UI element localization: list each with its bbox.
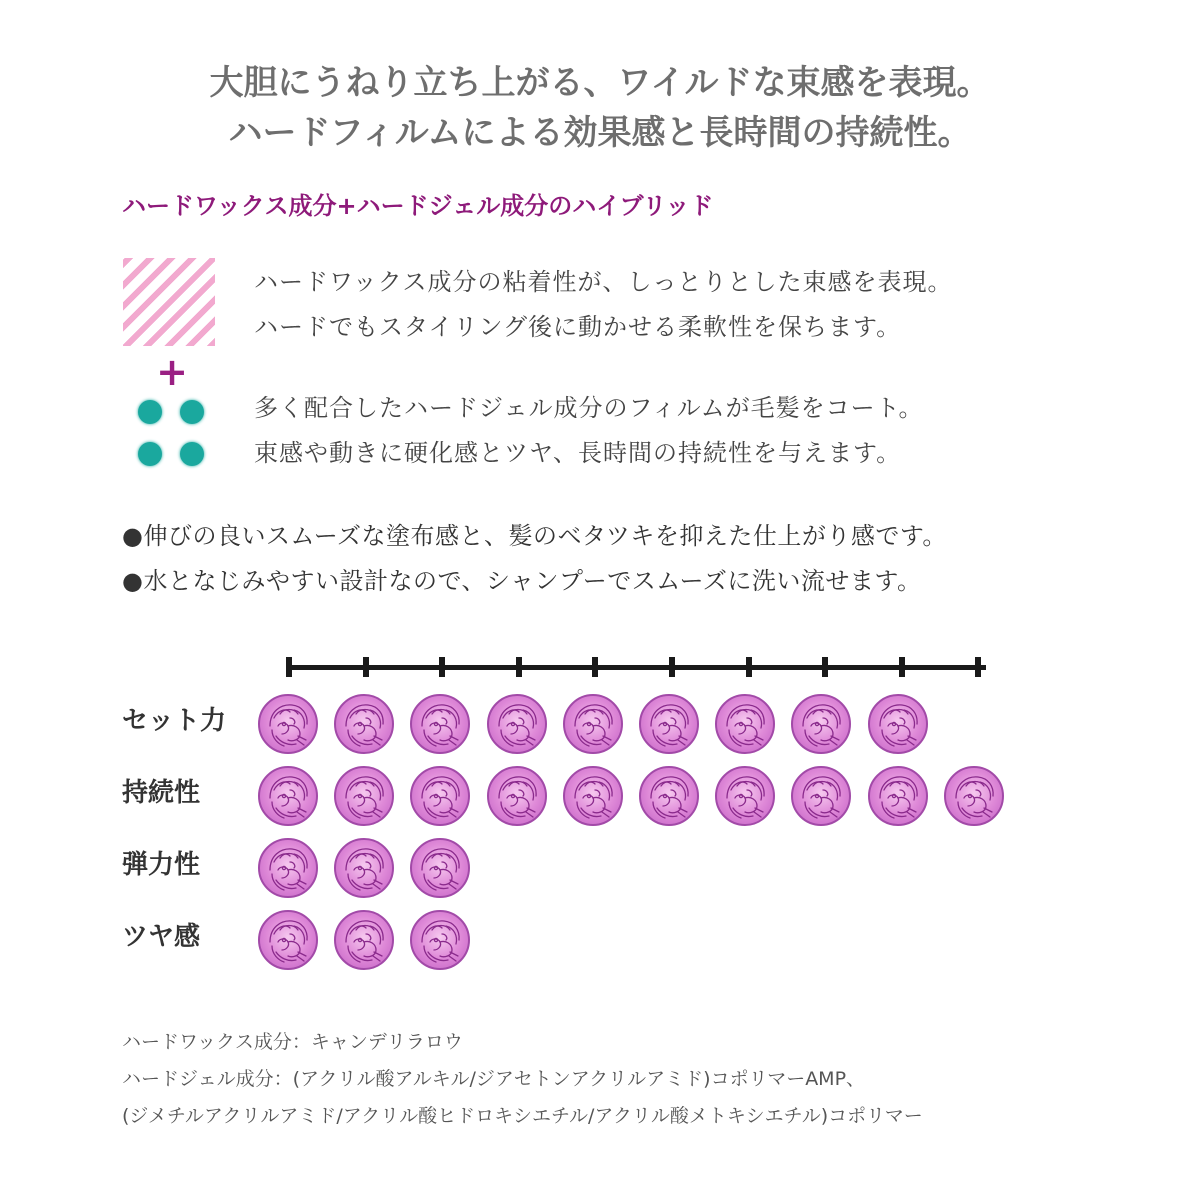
- lion-head-icon: [715, 694, 775, 754]
- feature-bullet: ●伸びの良いスムーズな塗布感と、髪のベタツキを抑えた仕上がり感です。: [122, 522, 947, 550]
- footnote-line: ハードワックス成分：キャンデリラロウ: [122, 1031, 463, 1053]
- lion-head-icon: [487, 694, 547, 754]
- lion-head-icon: [334, 766, 394, 826]
- scale-tick: [975, 657, 981, 677]
- lion-head-icon: [791, 766, 851, 826]
- lion-head-icon: [334, 694, 394, 754]
- lion-head-icon: [563, 766, 623, 826]
- rating-label: ツヤ感: [122, 922, 201, 952]
- lion-head-icon: [639, 694, 699, 754]
- scale-tick: [286, 657, 292, 677]
- gel-description-line: 多く配合したハードジェル成分のフィルムが毛髪をコート。: [254, 394, 924, 422]
- headline-line: 大胆にうねり立ち上がる、ワイルドな束感を表現。: [209, 63, 991, 103]
- lion-head-icon: [868, 694, 928, 754]
- scale-tick: [439, 657, 445, 677]
- lion-head-icon: [639, 766, 699, 826]
- plus-icon: +: [156, 350, 188, 394]
- lion-head-icon: [715, 766, 775, 826]
- scale-tick: [899, 657, 905, 677]
- rating-label: 持続性: [122, 778, 201, 808]
- hybrid-subheading: ハードワックス成分+ハードジェル成分のハイブリッド: [122, 192, 714, 220]
- gel-description-line: 束感や動きに硬化感とツヤ、長時間の持続性を与えます。: [254, 439, 902, 467]
- lion-head-icon: [868, 766, 928, 826]
- headline: [0, 58, 1200, 158]
- scale-tick: [516, 657, 522, 677]
- rating-label: 弾力性: [122, 850, 201, 880]
- lion-head-icon: [410, 838, 470, 898]
- footnote-line: ハードジェル成分：(アクリル酸アルキル/ジアセトンアクリルアミド)コポリマーAMP、: [122, 1068, 866, 1090]
- scale-tick: [592, 657, 598, 677]
- lion-head-icon: [258, 910, 318, 970]
- lion-head-icon: [258, 838, 318, 898]
- gel-description: [254, 386, 923, 476]
- rating-scale-bar: [288, 665, 986, 670]
- dot: [138, 400, 162, 424]
- lion-head-icon: [563, 694, 623, 754]
- ingredient-footnotes: [122, 1024, 923, 1135]
- diagonal-stripes-icon: [123, 258, 215, 346]
- lion-head-icon: [410, 694, 470, 754]
- lion-head-icon: [791, 694, 851, 754]
- wax-description-line: ハードワックス成分の粘着性が、しっとりとした束感を表現。: [254, 268, 953, 296]
- wax-description-line: ハードでもスタイリング後に動かせる柔軟性を保ちます。: [254, 313, 902, 341]
- lion-head-icon: [258, 694, 318, 754]
- lion-head-icon: [410, 910, 470, 970]
- rating-label: セット力: [122, 706, 227, 736]
- lion-head-icon: [334, 838, 394, 898]
- teal-dots-icon: [134, 396, 210, 472]
- footnote-line: (ジメチルアクリルアミド/アクリル酸ヒドロキシエチル/アクリル酸メトキシエチル)コポリマー: [122, 1105, 923, 1127]
- dot: [138, 442, 162, 466]
- scale-tick: [669, 657, 675, 677]
- lion-head-icon: [410, 766, 470, 826]
- headline-line: ハードフィルムによる効果感と長時間の持続性。: [228, 113, 972, 153]
- dot: [180, 442, 204, 466]
- scale-tick: [363, 657, 369, 677]
- lion-head-icon: [487, 766, 547, 826]
- wax-description: [254, 260, 953, 350]
- feature-bullet: ●水となじみやすい設計なので、シャンプーでスムーズに洗い流せます。: [122, 567, 922, 595]
- lion-head-icon: [944, 766, 1004, 826]
- scale-tick: [822, 657, 828, 677]
- lion-head-icon: [334, 910, 394, 970]
- lion-head-icon: [258, 766, 318, 826]
- rating-scale: [284, 655, 990, 681]
- scale-tick: [746, 657, 752, 677]
- dot: [180, 400, 204, 424]
- feature-bullets: [122, 514, 947, 604]
